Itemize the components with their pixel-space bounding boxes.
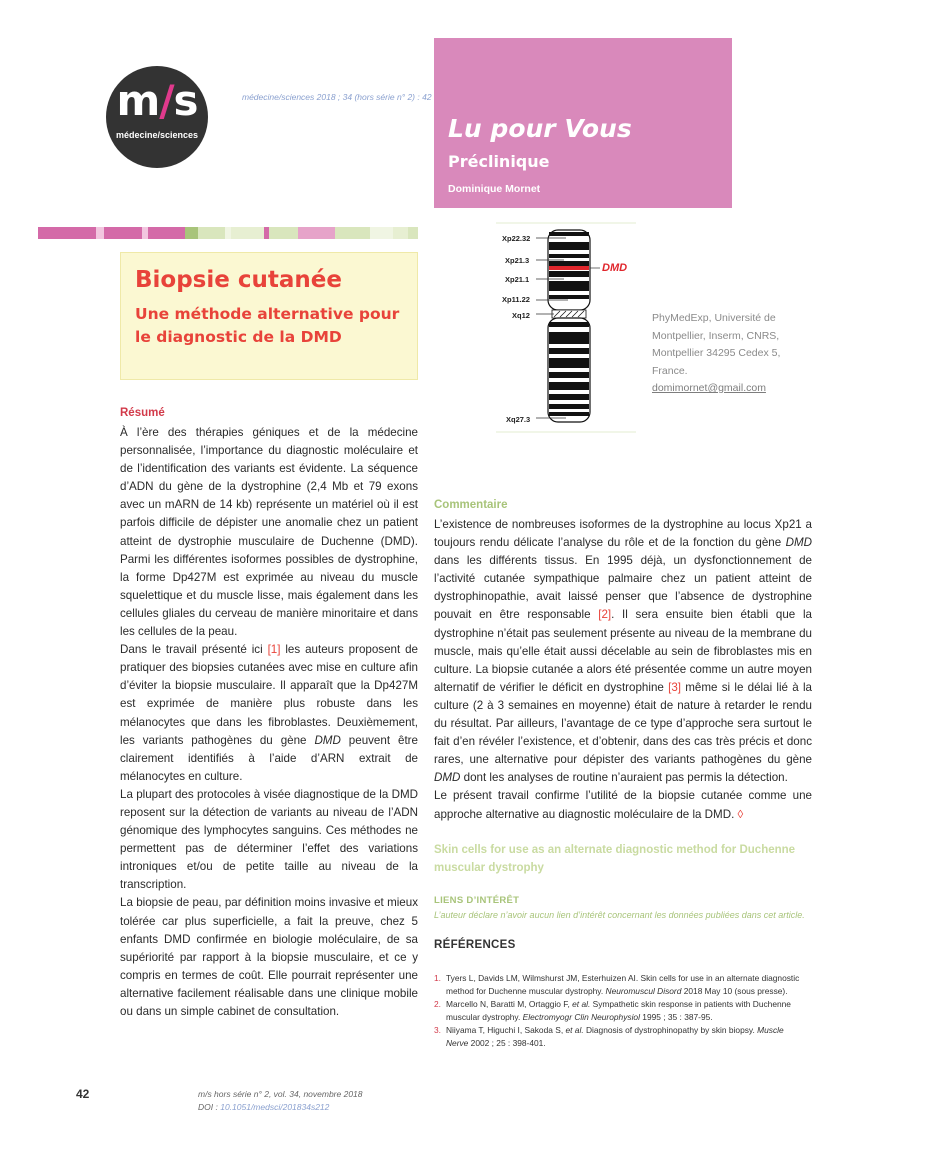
citation-link[interactable]: [3] xyxy=(668,680,681,694)
decorative-stripe xyxy=(38,227,418,239)
references-heading: RÉFÉRENCES xyxy=(434,939,516,951)
commentaire-body xyxy=(434,516,812,824)
article-title-box xyxy=(120,252,418,380)
resume-paragraph: La biopsie de peau, par définition moins invasive et mieux tolérée car plus superficielle, a fait la preuve, chez 5 enfants DMD confirmée en biologie moléculaire, de sa supériorité par rapport à la biopsie musculaire, et ce y compris en termes de coût. Elle pourrait représenter une alternative facilement réalisable dans une clinique mobile ou dans un simple cabinet de consultation. xyxy=(120,896,418,1018)
affiliation-text: PhyMedExp, Université de Montpellier, Inserm, CNRS, Montpellier 34295 Cedex 5, France. xyxy=(652,312,781,377)
rubric-header xyxy=(434,38,732,208)
author-affiliation xyxy=(652,310,792,398)
band-label: Xp11.22 xyxy=(502,295,530,304)
end-mark: ◊ xyxy=(737,807,744,821)
article-title: Biopsie cutanée xyxy=(135,267,342,293)
rubric-title: Lu pour Vous xyxy=(448,114,632,143)
journal-logo xyxy=(106,66,208,168)
rubric-subtitle: Préclinique xyxy=(448,152,550,171)
conflicts-heading: LIENS D’INTÉRÊT xyxy=(434,895,520,906)
citation-link[interactable]: [2] xyxy=(598,608,612,622)
footer-citation: m/s hors série n° 2, vol. 34, novembre 2018 DOI : 10.1051/medsci/201834s212 xyxy=(198,1089,363,1112)
resume-body xyxy=(120,424,418,1021)
rubric-author: Dominique Mornet xyxy=(448,183,541,195)
journal-reference: médecine/sciences 2018 ; 34 (hors série n° 2) : 42 xyxy=(242,92,432,102)
doi-link[interactable]: 10.1051/medsci/201834s212 xyxy=(220,1102,330,1112)
dmd-gene-label: DMD xyxy=(602,262,628,274)
commentaire-paragraph: L’existence de nombreuses isoformes de la dystrophine au locus Xp21 a toujours rendu délicate l’analyse du rôle et de la fonction du gène DMD dans les différents tissus. En 1995 déjà, un dysfonctionnement de l’activité cutanée sympathique palmaire chez un patient atteint de dystrophinopathie, avait laissé penser que l’absence de dystrophine pouvait en être responsable [2]. Il sera ensuite bien établi que la dystrophine n’était pas seulement présente au niveau de la membrane du muscle, mais qu’elle était aussi décelable au sein de fibroblastes mis en culture. La biopsie cutanée a alors été présentée comme un autre moyen alternatif de vérifier le déficit en dystrophine [3] même si le délai lié à la culture (2 à 3 semaines en moyenne) était de nature à retarder le rendu du résultat. Par ailleurs, l’avantage de ce type d’approche sera surtout le fait d’en révéler l’existence, et d’obtenir, dans des cas très précis et donc rares, une alternative pour dépister des variants pathogènes du gène DMD dont les analyses de routine n’auraient pas permis la détection. xyxy=(434,518,812,785)
reference-item: 2. Marcello N, Baratti M, Ortaggio F, et al. Sympathetic skin response in patients with Duchenne muscular dystrophy. Electromyogr Clin Neurophysiol 1995 ; 35 : 387-95. xyxy=(434,999,791,1022)
english-title: Skin cells for use as an alternate diagnostic method for Duchenne muscular dystrophy xyxy=(434,844,796,874)
logo-mark: m/s xyxy=(116,76,198,125)
commentaire-paragraph: Le présent travail confirme l’utilité de la biopsie cutanée comme une approche alternative au diagnostic moléculaire de la DMD. ◊ xyxy=(434,789,812,821)
conflicts-statement: L’auteur déclare n’avoir aucun lien d’intérêt concernant les données publiées dans cet article. xyxy=(434,910,805,920)
resume-paragraph: À l’ère des thérapies géniques et de la médecine personnalisée, l’importance du diagnostic moléculaire et de l’identification des variants est évidente. La séquence d’ADN du gène de la dystrophine (2,4 Mb et 79 exons avec un mARN de 14 kb) représente un matériel où il est parfois difficile de dépister une anomalie chez un patient atteint de dystrophie musculaire de Duchenne (DMD). Parmi les différentes isoformes possibles de dystrophine, la forme Dp427M est exprimée au niveau du muscle squelettique et du muscle lisse, mais également dans les cellules gliales du cerveau de manière minoritaire et dans les cellules de la peau. xyxy=(120,426,418,639)
band-label: Xq27.3 xyxy=(506,415,531,424)
chromosome-ideogram xyxy=(496,222,636,434)
author-email-link[interactable]: domimornet@gmail.com xyxy=(652,382,766,394)
band-label: Xq12 xyxy=(512,311,530,320)
reference-item: 1. Tyers L, Davids LM, Wilmshurst JM, Esterhuizen AI. Skin cells for use in an alternate diagnostic method for Duchenne muscular dystrophy. Neuromuscul Disord 2018 May 10 (sous presse). xyxy=(434,973,800,996)
resume-heading: Résumé xyxy=(120,407,165,419)
band-label: Xp21.1 xyxy=(505,275,530,284)
chromosome-x-figure xyxy=(496,222,636,434)
reference-item: 3. Niiyama T, Higuchi I, Sakoda S, et al. Diagnosis of dystrophinopathy by skin biopsy. Muscle Nerve 2002 ; 25 : 398-401. xyxy=(434,1025,784,1048)
band-label: Xp22.32 xyxy=(502,234,531,243)
reference-list xyxy=(434,972,804,1050)
citation-link[interactable]: [1] xyxy=(267,643,281,657)
commentaire-heading: Commentaire xyxy=(434,499,508,511)
article-subtitle: Une méthode alternative pour le diagnostic de la DMD xyxy=(135,305,400,346)
band-label: Xp21.3 xyxy=(505,256,530,265)
logo-subtitle: médecine/sciences xyxy=(115,130,199,140)
resume-paragraph: La plupart des protocoles à visée diagnostique de la DMD reposent sur la détection de variants au niveau de l’ADN génomique des lymphocytes sanguins. Ces méthodes ne permettent pas de déterminer l’effet des variations introniques et/ou de petite taille au niveau de la transcription. xyxy=(120,787,418,892)
page-number: 42 xyxy=(76,1087,90,1101)
resume-paragraph: Dans le travail présenté ici [1] les auteurs proposent de pratiquer des biopsies cutanées avec mise en culture afin d’éviter la biopsie musculaire. Il apparaît que la Dp427M est exprimée de manière plus robuste dans les mélanocytes que dans les fibroblastes. Deuxièmement, les variants pathogènes du gène DMD peuvent être clairement identifiés à l’aide d’ARN extrait de mélanocytes en culture. xyxy=(120,643,418,783)
